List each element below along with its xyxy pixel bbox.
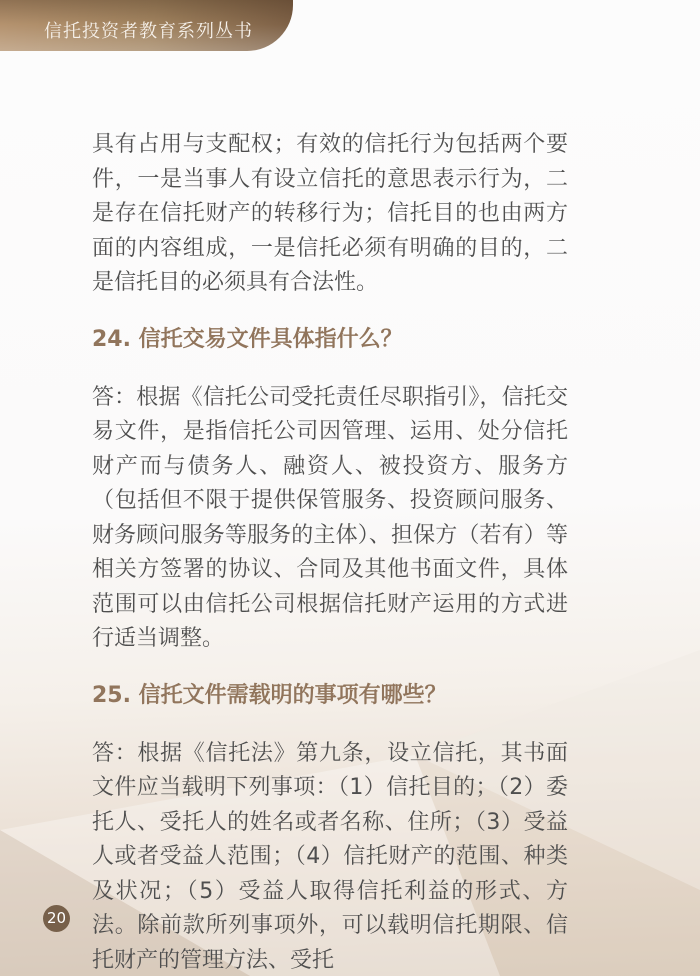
section-24-answer: 答：根据《信托公司受托责任尽职指引》，信托交易文件，是指信托公司因管理、运用、处分信托财产而与债务人、融资人、被投资方、服务方（包括但不限于提供保管服务、投资顾问服务、财务顾问服务等服务的主体）、担保方（若有）等相关方签署的协议、合同及其他书面文件，具体范围可以由信托公司根据信托财产运用的方式进行适当调整。 bbox=[92, 384, 568, 651]
series-banner bbox=[0, 0, 293, 51]
section-25 bbox=[92, 681, 568, 976]
page-number: 20 bbox=[46, 909, 67, 927]
section-25-answer: 答：根据《信托法》第九条，设立信托，其书面文件应当载明下列事项：（1）信托目的；（2）委托人、受托人的姓名或者名称、住所；（3）受益人或者受益人范围；（4）信托财产的范围、种类及状况；（5）受益人取得信托利益的形式、方法。除前款所列事项外，可以载明信托期限、信托财产的管理方法、受托 bbox=[92, 740, 568, 973]
section-24-heading: 24. 信托交易文件具体指什么？ bbox=[92, 326, 403, 352]
page-content bbox=[92, 128, 568, 976]
section-25-heading: 25. 信托文件需载明的事项有哪些？ bbox=[92, 682, 447, 708]
section-24 bbox=[92, 325, 568, 657]
page-number-badge bbox=[43, 905, 70, 932]
series-title: 信托投资者教育系列丛书 bbox=[44, 21, 253, 42]
intro-paragraph: 具有占用与支配权；有效的信托行为包括两个要件，一是当事人有设立信托的意思表示行为，二是存在信托财产的转移行为；信托目的也由两方面的内容组成，一是信托必须有明确的目的，二是信托目的必须具有合法性。 bbox=[92, 132, 568, 295]
